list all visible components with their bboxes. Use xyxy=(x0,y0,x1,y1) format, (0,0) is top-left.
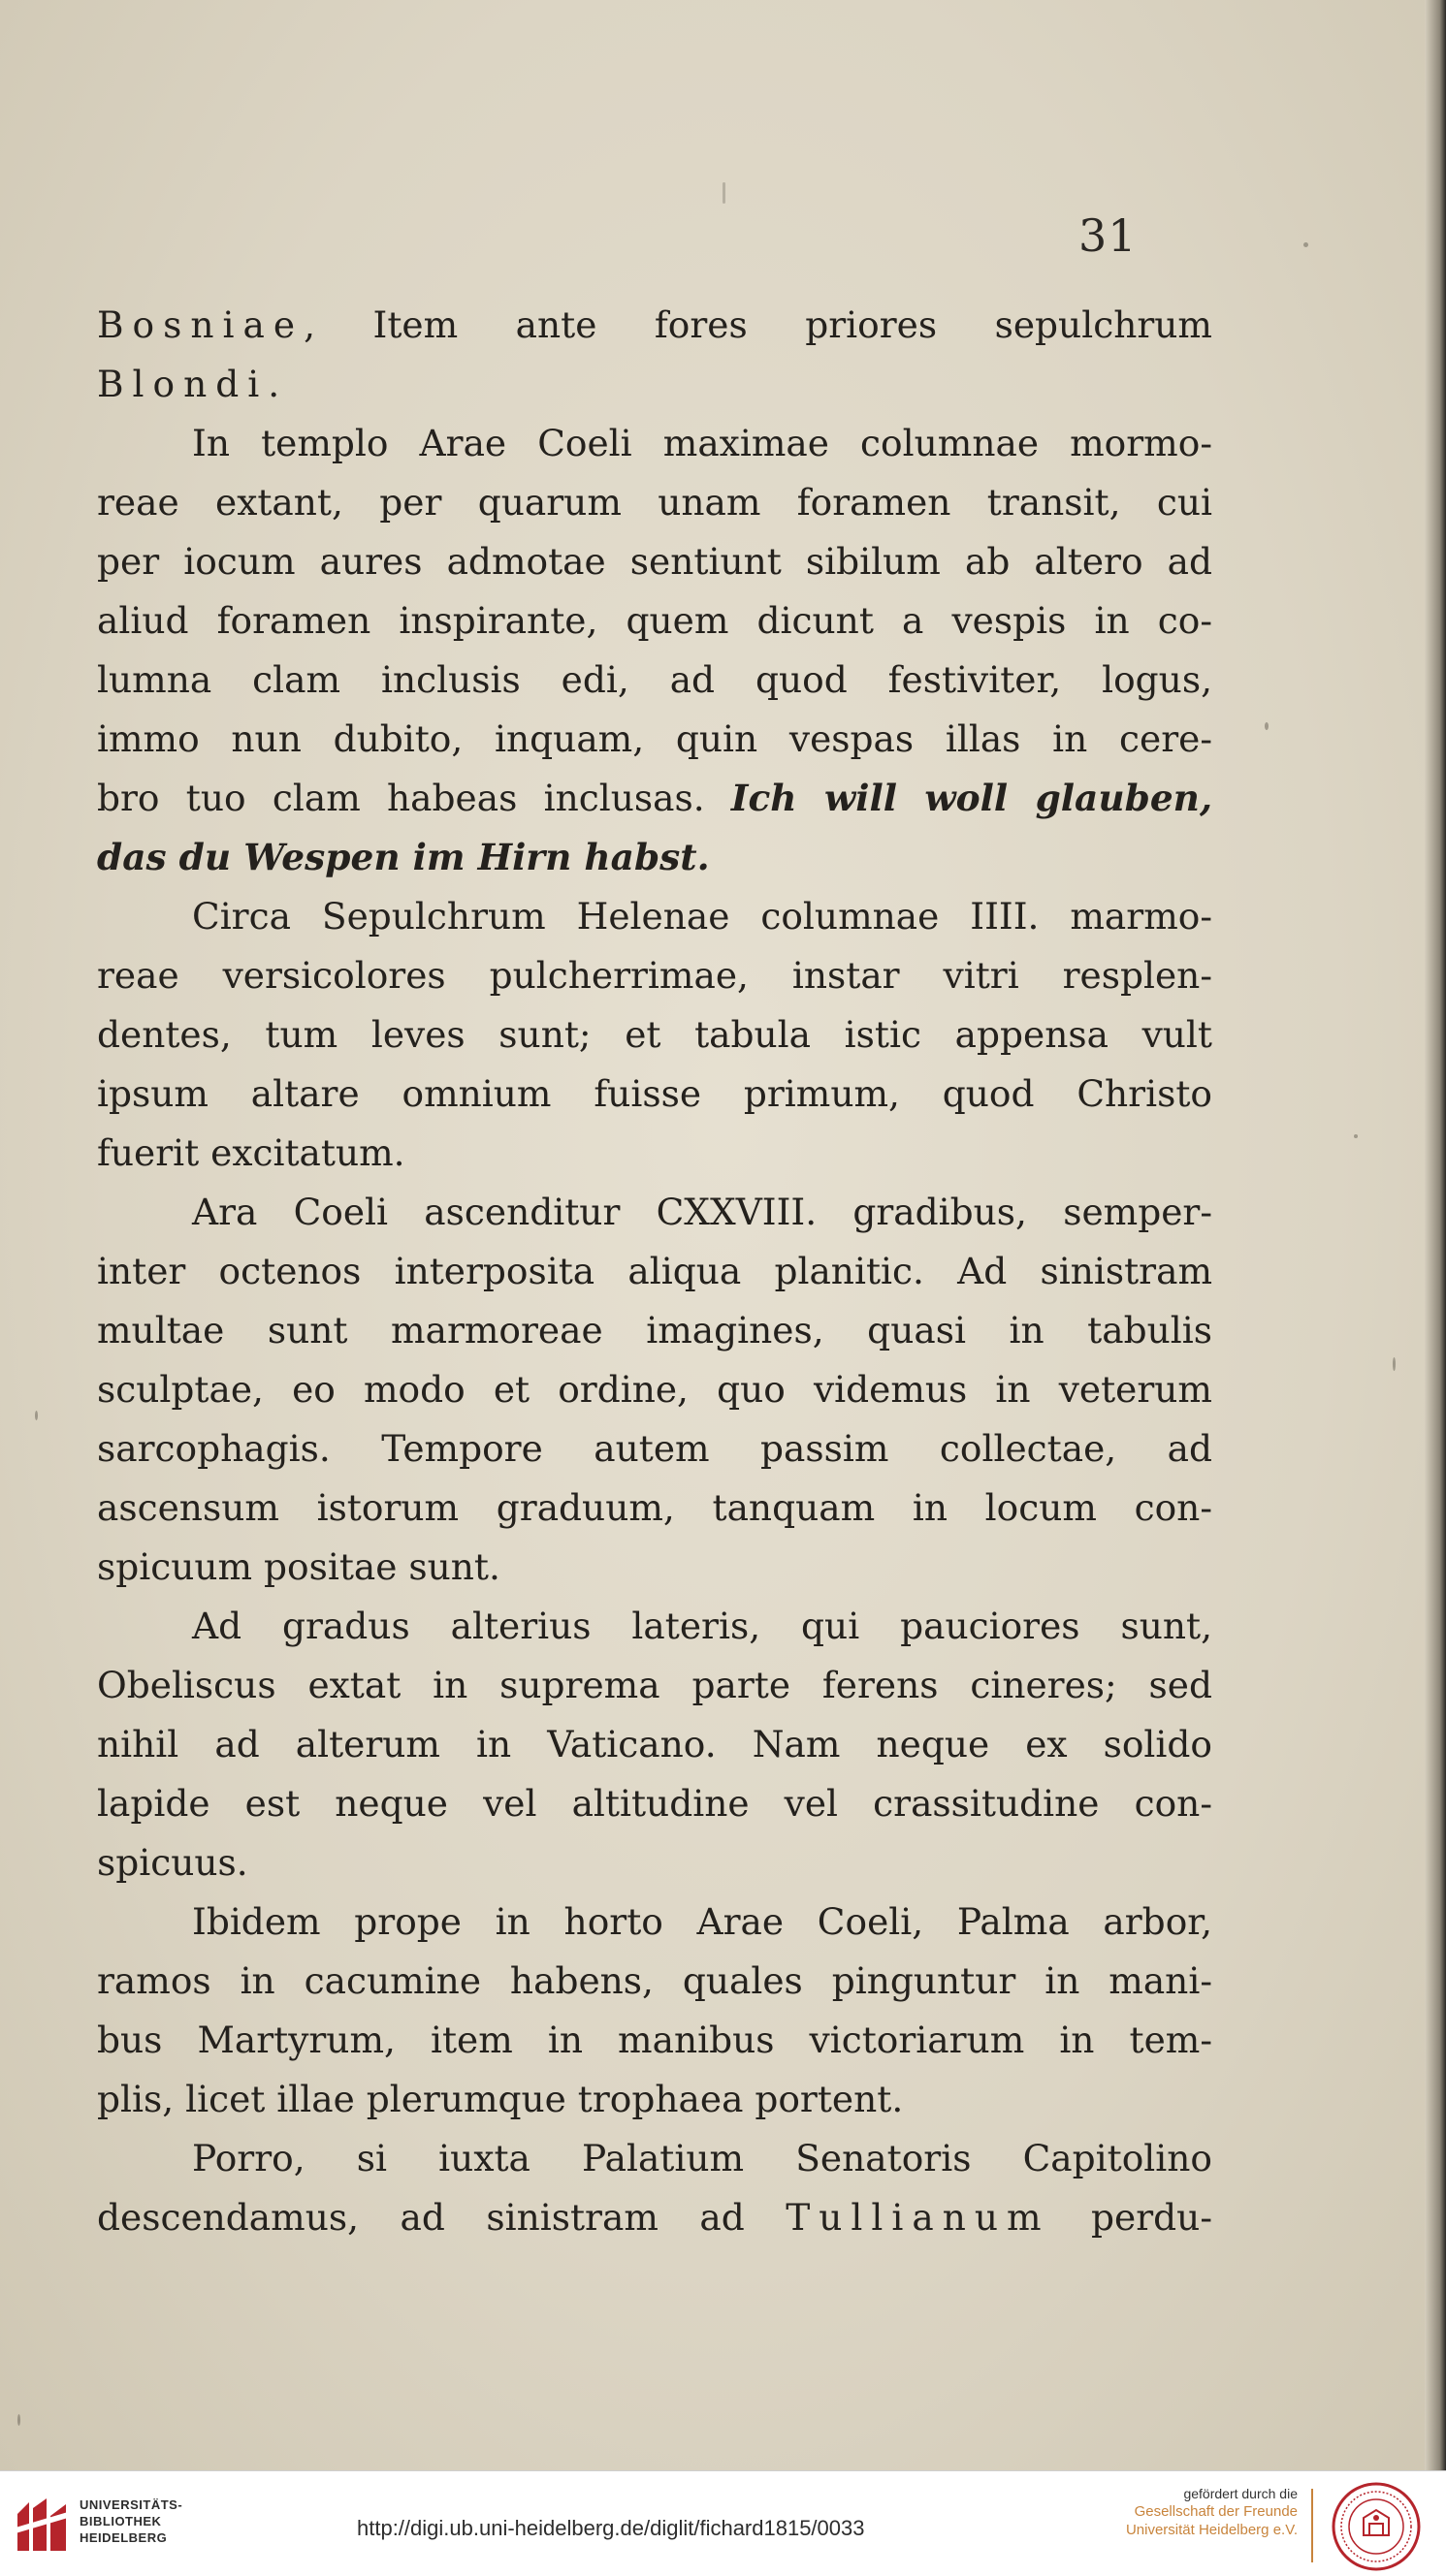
spaced-name: Tullianum xyxy=(786,2196,1050,2239)
text-run: Ara Coeli ascenditur CXXVIII. gradibus, semper- xyxy=(192,1191,1212,1233)
paper-speck xyxy=(17,2414,20,2426)
fraktur-text: Ich will woll glauben, xyxy=(730,777,1212,819)
text-run: In templo Arae Coeli maximae columnae mormo- xyxy=(192,422,1212,464)
library-name xyxy=(80,2496,182,2546)
text-run: per iocum aures admotae sentiunt sibilum ab altero ad xyxy=(97,540,1212,583)
text-run: Ibidem prope in horto Arae Coeli, Palma arbor, xyxy=(192,1900,1212,1943)
text-line xyxy=(97,1419,1212,1479)
page-number: 31 xyxy=(1078,209,1138,262)
paragraph xyxy=(97,1597,1212,1892)
text-line xyxy=(97,1656,1212,1715)
text-run: multae sunt marmoreae imagines, quasi in tabulis xyxy=(97,1309,1212,1352)
page-edge-shadow xyxy=(1425,0,1446,2470)
text-run: spicuus. xyxy=(97,1841,248,1884)
university-seal-icon[interactable] xyxy=(1331,2481,1422,2572)
paper-speck xyxy=(1303,242,1308,247)
paragraph xyxy=(97,2129,1212,2247)
text-run: dentes, tum leves sunt; et tabula istic appensa vult xyxy=(97,1013,1212,1056)
library-name-line: UNIVERSITÄTS- xyxy=(80,2497,183,2512)
text-line xyxy=(97,1301,1212,1360)
text-run: plis, licet illae plerumque trophaea portent. xyxy=(97,2078,904,2120)
text-run: lapide est neque vel altitudine vel crassitudine con- xyxy=(97,1782,1212,1825)
text-line xyxy=(97,2011,1212,2070)
text-line xyxy=(97,769,1212,828)
sponsor-intro: gefördert durch die xyxy=(1183,2486,1298,2501)
text-line xyxy=(97,1479,1212,1538)
library-logo-icon[interactable] xyxy=(14,2495,70,2555)
permalink-url[interactable]: http://digi.ub.uni-heidelberg.de/diglit/fichard1815/0033 xyxy=(357,2516,865,2540)
text-line xyxy=(97,651,1212,710)
sponsor-credit xyxy=(1113,2485,1298,2539)
paper-speck xyxy=(723,182,725,204)
text-run: immo nun dubito, inquam, quin vespas illas in cere- xyxy=(97,717,1212,760)
text-run: , Item ante fores priores sepulchrum xyxy=(304,303,1212,346)
paper-speck xyxy=(35,1411,38,1420)
spaced-name: Bosniae xyxy=(97,303,305,346)
text-run: aliud foramen inspirante, quem dicunt a vespis in co- xyxy=(97,599,1212,642)
text-run: sculptae, eo modo et ordine, quo videmus in veterum xyxy=(97,1368,1212,1411)
paragraph xyxy=(97,414,1212,887)
spaced-name: Blondi. xyxy=(97,363,289,405)
text-run: Circa Sepulchrum Helenae columnae IIII. marmo- xyxy=(192,895,1212,938)
text-line xyxy=(97,1183,1212,1242)
text-line xyxy=(97,946,1212,1005)
paragraph xyxy=(97,296,1212,414)
text-run: reae extant, per quarum unam foramen transit, cui xyxy=(97,481,1212,524)
text-run: perdu- xyxy=(1049,2196,1212,2239)
text-run: Obeliscus extat in suprema parte ferens cineres; sed xyxy=(97,1664,1212,1706)
text-line xyxy=(97,355,1212,414)
text-line xyxy=(97,296,1212,355)
text-line xyxy=(97,1242,1212,1301)
paper-speck xyxy=(1265,722,1269,730)
text-run: Porro, si iuxta Palatium Senatoris Capitolino xyxy=(192,2137,1212,2179)
text-line xyxy=(97,710,1212,769)
text-line xyxy=(97,1952,1212,2011)
text-line xyxy=(97,414,1212,473)
text-line xyxy=(97,1774,1212,1833)
text-line xyxy=(97,1715,1212,1774)
body-text xyxy=(97,296,1212,2247)
text-line xyxy=(97,1597,1212,1656)
text-run: ipsum altare omnium fuisse primum, quod Christo xyxy=(97,1072,1212,1115)
text-line xyxy=(97,1005,1212,1065)
text-run: bus Martyrum, item in manibus victoriarum in tem- xyxy=(97,2019,1212,2061)
text-line xyxy=(97,1124,1212,1183)
paper-speck xyxy=(1354,1134,1358,1138)
text-run: bro tuo clam habeas inclusas. xyxy=(97,777,731,819)
text-run: sarcophagis. Tempore autem passim collectae, ad xyxy=(97,1427,1212,1470)
library-name-line: BIBLIOTHEK xyxy=(80,2514,162,2528)
sponsor-name-line: Gesellschaft der Freunde xyxy=(1134,2503,1298,2520)
paper-speck xyxy=(1393,1357,1396,1371)
fraktur-text: das du Wespen im Hirn habst. xyxy=(97,836,710,878)
digitization-footer xyxy=(0,2470,1446,2576)
text-line xyxy=(97,1065,1212,1124)
sponsor-divider xyxy=(1311,2489,1313,2562)
text-line xyxy=(97,1538,1212,1597)
paragraph xyxy=(97,1183,1212,1597)
text-run: ramos in cacumine habens, quales pinguntur in mani- xyxy=(97,1959,1212,2002)
text-line xyxy=(97,2129,1212,2188)
text-run: fuerit excitatum. xyxy=(97,1131,405,1174)
text-run: reae versicolores pulcherrimae, instar vitri resplen- xyxy=(97,954,1212,997)
text-run: Ad gradus alterius lateris, qui pauciores sunt, xyxy=(192,1605,1212,1647)
text-run: spicuum positae sunt. xyxy=(97,1545,500,1588)
text-run: lumna clam inclusis edi, ad quod festiviter, logus, xyxy=(97,658,1212,701)
text-line xyxy=(97,1892,1212,1952)
text-line xyxy=(97,828,1212,887)
text-line xyxy=(97,473,1212,532)
text-run: inter octenos interposita aliqua planitic. Ad sinistram xyxy=(97,1250,1212,1292)
text-line xyxy=(97,2070,1212,2129)
library-name-line: HEIDELBERG xyxy=(80,2530,168,2545)
text-line xyxy=(97,532,1212,591)
text-run: descendamus, ad sinistram ad xyxy=(97,2196,787,2239)
text-line xyxy=(97,887,1212,946)
text-line xyxy=(97,1360,1212,1419)
text-run: nihil ad alterum in Vaticano. Nam neque ex solido xyxy=(97,1723,1212,1765)
text-line xyxy=(97,1833,1212,1892)
text-run: ascensum istorum graduum, tanquam in locum con- xyxy=(97,1486,1212,1529)
text-line xyxy=(97,2188,1212,2247)
paragraph xyxy=(97,1892,1212,2129)
paragraph xyxy=(97,887,1212,1183)
sponsor-name-line: Universität Heidelberg e.V. xyxy=(1125,2522,1298,2538)
text-line xyxy=(97,591,1212,651)
